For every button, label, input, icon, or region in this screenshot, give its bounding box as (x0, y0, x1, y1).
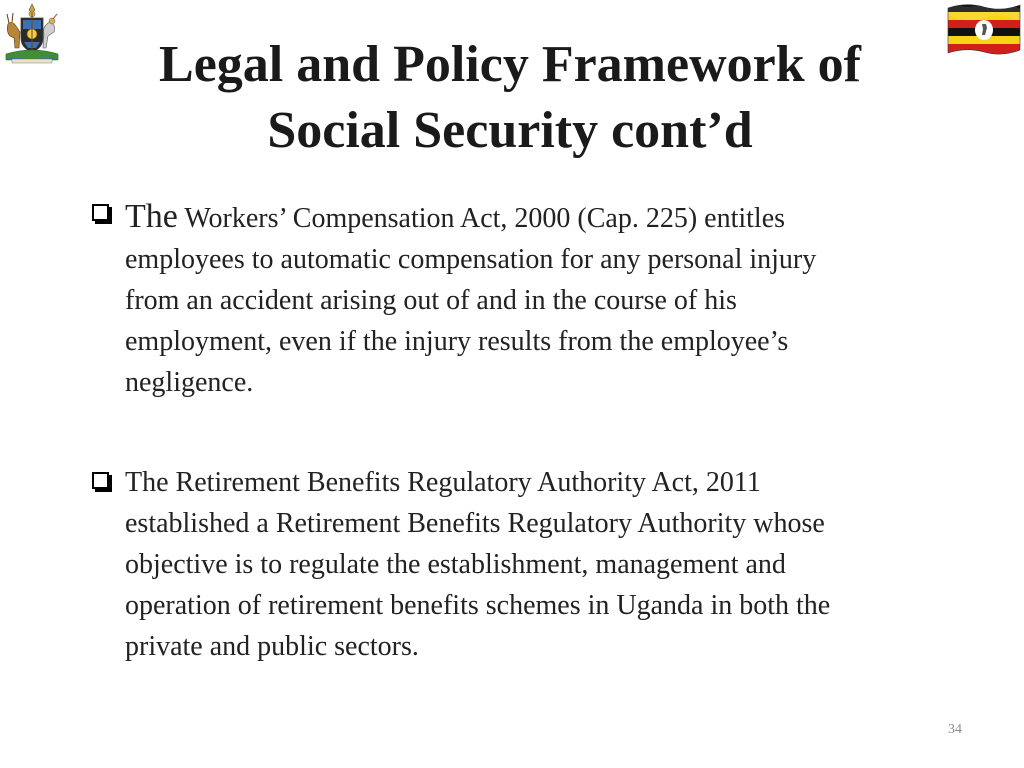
page-number: 34 (948, 722, 962, 737)
coat-of-arms-image (2, 2, 62, 64)
bullet-line: The Retirement Benefits Regulatory Authority Act, 2011 (125, 467, 761, 498)
bullet-line: negligence. (125, 367, 254, 398)
checkbox-bullet-icon (92, 472, 109, 489)
bullet-text (88, 462, 988, 667)
bullet-lead-word: The (125, 198, 178, 235)
bullet-line: established a Retirement Benefits Regulatory Authority whose (125, 508, 825, 539)
bullet-line: operation of retirement benefits schemes in Uganda in both the (125, 590, 831, 621)
bullet-line: employees to automatic compensation for any personal injury (125, 244, 817, 275)
bullet-retirement-benefits (88, 462, 988, 667)
bullet-line: from an accident arising out of and in the course of his (125, 285, 737, 316)
checkbox-bullet-icon (92, 204, 109, 221)
slide-title-line-1: Legal and Policy Framework of (159, 36, 861, 93)
bullet-line: employment, even if the injury results from the employee’s (125, 326, 789, 357)
bullet-line-text: Workers’ Compensation Act, 2000 (Cap. 225) entitles (184, 203, 786, 234)
bullet-workers-compensation (88, 196, 988, 403)
bullet-line: private and public sectors. (125, 631, 419, 662)
slide-title (60, 32, 960, 164)
bullet-line (126, 196, 988, 239)
bullet-text (88, 196, 988, 403)
slide-title-line-2: Social Security cont’d (267, 102, 753, 159)
bullet-line: objective is to regulate the establishment, management and (125, 549, 786, 580)
